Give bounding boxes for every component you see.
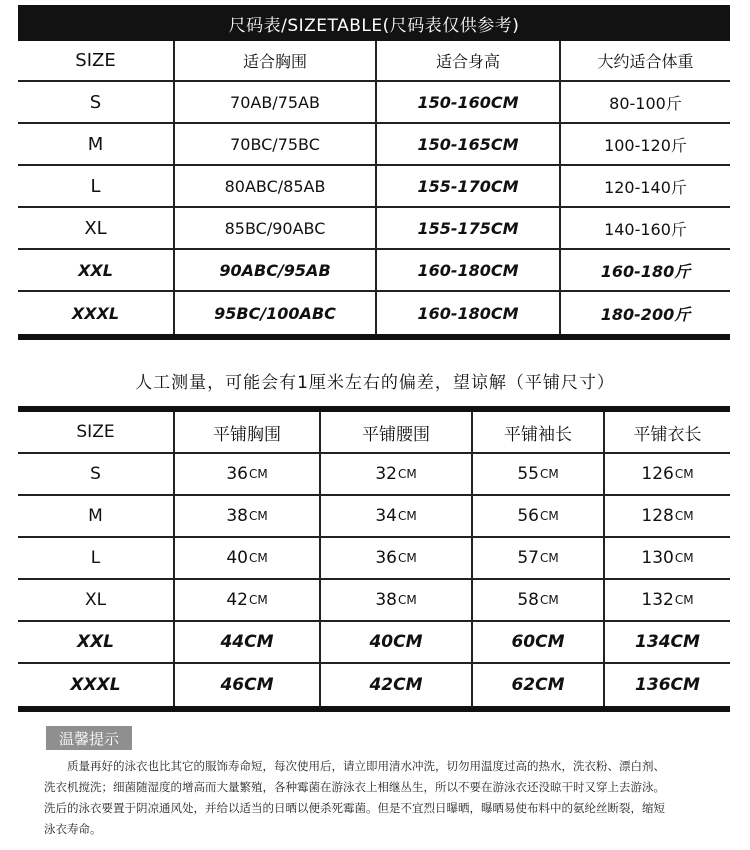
table-row: [18, 664, 730, 706]
flat-waist-cell: [321, 538, 473, 578]
value: 36: [375, 548, 397, 568]
flat-sleeve-cell: 62CM: [473, 664, 605, 706]
size-cell: XXXL: [18, 292, 175, 334]
flat-length-cell: 134CM: [635, 632, 700, 652]
unit-label: CM: [539, 593, 559, 607]
unit-label: CM: [397, 509, 417, 523]
table-row: [18, 166, 730, 208]
flat-bust-cell: [175, 496, 321, 536]
weight-cell: 80-100斤: [609, 93, 682, 113]
weight-cell: 140-160斤: [604, 219, 687, 239]
unit-label: CM: [248, 467, 268, 481]
weight-cell: 180-200斤: [600, 304, 691, 324]
flat-length-cell: 136CM: [635, 675, 700, 695]
flat-waist-cell: 42CM: [321, 664, 473, 706]
value: 56: [517, 506, 539, 526]
flat-sleeve-cell: 60CM: [473, 622, 605, 662]
height-cell: 155-170CM: [377, 166, 561, 206]
header-weight: 大约适合体重: [597, 52, 694, 71]
header-size: SIZE: [18, 412, 175, 452]
size-cell: XXL: [18, 622, 175, 662]
size-table: [18, 5, 730, 340]
weight-cell: 100-120斤: [604, 135, 687, 155]
table-row: [18, 538, 730, 580]
header-bust: 适合胸围: [175, 41, 377, 80]
size-cell: XXL: [18, 250, 175, 290]
value: 132: [641, 590, 674, 610]
flat-sleeve-cell: [473, 580, 605, 620]
value: 38: [226, 506, 248, 526]
tips-line: 洗衣机搅洗；细菌随湿度的增高而大量繁殖，各种霉菌在游泳衣上相继丛生，所以不要在游泳衣还没晾干时又穿上去游泳。: [44, 780, 665, 794]
flat-length-cell: [605, 538, 730, 578]
flat-sleeve-cell: [473, 454, 605, 494]
value: 57: [517, 548, 539, 568]
flat-bust-cell: [175, 454, 321, 494]
table-row: [18, 580, 730, 622]
value: 42: [226, 590, 248, 610]
value: 36: [226, 464, 248, 484]
flat-length-cell: [605, 454, 730, 494]
flat-bust-cell: [175, 580, 321, 620]
value: 34: [375, 506, 397, 526]
flat-bust-cell: 44CM: [175, 622, 321, 662]
unit-label: CM: [397, 593, 417, 607]
unit-label: CM: [539, 551, 559, 565]
value: 126: [641, 464, 674, 484]
unit-label: CM: [397, 467, 417, 481]
bust-cell: 95BC/100ABC: [175, 292, 377, 334]
table-row: [18, 454, 730, 496]
value: 128: [641, 506, 674, 526]
header-flat-length: 平铺衣长: [633, 424, 702, 445]
height-cell: 150-160CM: [377, 82, 561, 122]
flat-sleeve-cell: [473, 496, 605, 536]
unit-label: CM: [674, 593, 694, 607]
table-row: [18, 250, 730, 292]
table-row: [18, 496, 730, 538]
header-flat-bust: 平铺胸围: [175, 412, 321, 452]
size-cell: S: [18, 454, 175, 494]
unit-label: CM: [539, 509, 559, 523]
size-cell: XL: [18, 580, 175, 620]
flat-waist-cell: [321, 454, 473, 494]
table-row: [18, 292, 730, 334]
flat-length-cell: [605, 496, 730, 536]
unit-label: CM: [539, 467, 559, 481]
unit-label: CM: [248, 551, 268, 565]
header-flat-waist: 平铺腰围: [321, 412, 473, 452]
header-size: SIZE: [18, 41, 175, 80]
flat-waist-cell: [321, 580, 473, 620]
flat-bust-cell: [175, 538, 321, 578]
bust-cell: 80ABC/85AB: [175, 166, 377, 206]
measurement-note: 人工测量，可能会有1厘米左右的偏差，望谅解（平铺尺寸）: [135, 373, 615, 393]
header-flat-sleeve: 平铺袖长: [473, 412, 605, 452]
height-cell: 160-180CM: [377, 250, 561, 290]
bust-cell: 70BC/75BC: [175, 124, 377, 164]
flat-bust-cell: 46CM: [175, 664, 321, 706]
table-row: [18, 622, 730, 664]
bust-cell: 85BC/90ABC: [175, 208, 377, 248]
weight-cell: 120-140斤: [604, 177, 687, 197]
value: 40: [226, 548, 248, 568]
tips-badge: 温馨提示: [46, 726, 132, 750]
size-table-grid: [18, 41, 730, 340]
size-table-title: 尺码表/SIZETABLE(尺码表仅供参考): [18, 5, 730, 41]
height-cell: 160-180CM: [377, 292, 561, 334]
height-cell: 150-165CM: [377, 124, 561, 164]
size-table-header-row: [18, 41, 730, 82]
unit-label: CM: [397, 551, 417, 565]
weight-cell: 160-180斤: [600, 261, 691, 281]
tips-line: 泳衣寿命。: [44, 822, 102, 836]
unit-label: CM: [248, 593, 268, 607]
height-cell: 155-175CM: [377, 208, 561, 248]
size-cell: L: [18, 538, 175, 578]
flat-sleeve-cell: [473, 538, 605, 578]
value: 130: [641, 548, 674, 568]
flat-measure-table: [18, 406, 730, 712]
bust-cell: 70AB/75AB: [175, 82, 377, 122]
header-height: 适合身高: [377, 41, 561, 80]
flat-length-cell: [605, 580, 730, 620]
size-cell: XL: [18, 208, 175, 248]
unit-label: CM: [674, 551, 694, 565]
tips-line: 洗后的泳衣要置于阴凉通风处，并给以适当的日晒以便杀死霉菌。但是不宜烈日曝晒，曝晒易使布料中的氨纶丝断裂，缩短: [44, 801, 665, 815]
size-cell: L: [18, 166, 175, 206]
flat-table-header-row: [18, 412, 730, 454]
value: 38: [375, 590, 397, 610]
unit-label: CM: [248, 509, 268, 523]
size-cell: M: [18, 496, 175, 536]
value: 58: [517, 590, 539, 610]
tips-text: [44, 756, 706, 840]
size-cell: M: [18, 124, 175, 164]
flat-waist-cell: [321, 496, 473, 536]
table-row: [18, 82, 730, 124]
unit-label: CM: [674, 467, 694, 481]
unit-label: CM: [674, 509, 694, 523]
table-row: [18, 124, 730, 166]
size-cell: XXXL: [18, 664, 175, 706]
value: 32: [375, 464, 397, 484]
size-cell: S: [18, 82, 175, 122]
bust-cell: 90ABC/95AB: [175, 250, 377, 290]
tips-line: 质量再好的泳衣也比其它的服饰寿命短，每次使用后，请立即用清水冲洗，切勿用温度过高的热水，洗衣粉、漂白剂、: [67, 759, 665, 773]
table-row: [18, 208, 730, 250]
value: 55: [517, 464, 539, 484]
flat-waist-cell: 40CM: [321, 622, 473, 662]
